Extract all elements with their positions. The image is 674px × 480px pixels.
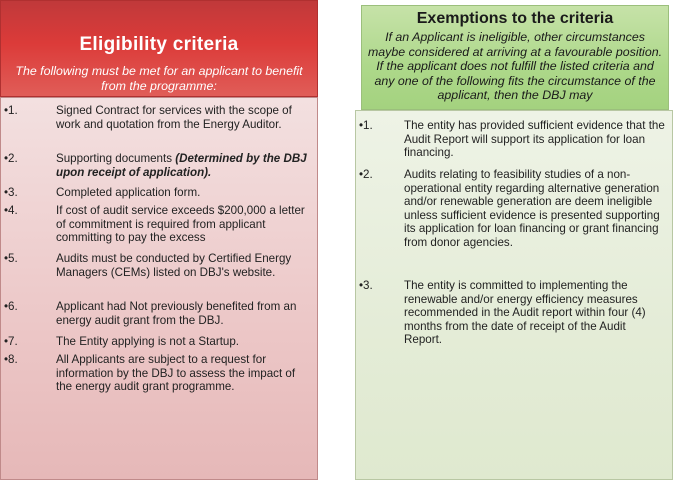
exemptions-list-panel bbox=[355, 110, 673, 480]
eligibility-title: Eligibility criteria bbox=[79, 34, 239, 55]
item-number: •7. bbox=[4, 335, 18, 348]
item-text: The entity is committed to implementing the renewable and/or energy efficiency measures recommended in the Audit report within four (4) months from the date of receipt of the Audit Report. bbox=[404, 279, 646, 347]
item-text: All Applicants are subject to a request for information by the DBJ to assess the impact of the energy audit grant programme. bbox=[56, 353, 296, 394]
item-number: •4. bbox=[4, 204, 18, 217]
item-number: •3. bbox=[359, 279, 373, 292]
item-number: •1. bbox=[4, 104, 18, 117]
item-number: •3. bbox=[4, 186, 18, 199]
item-text: The Entity applying is not a Startup. bbox=[56, 335, 240, 348]
exemptions-subtitle: If an Applicant is ineligible, other circumstances maybe considered at arriving at a favourable position. If the applicant does not fulfill the listed criteria and any one of the following fits the circumstance of the applicant, then the DBJ may bbox=[367, 30, 663, 103]
item-number: •2. bbox=[4, 152, 18, 165]
item-number: •8. bbox=[4, 353, 18, 366]
item-text: Audits must be conducted by Certified Energy Managers (CEMs) listed on DBJ's website. bbox=[56, 252, 292, 279]
item-number: •2. bbox=[359, 168, 373, 181]
item-text: Applicant had Not previously benefited from an energy audit grant from the DBJ. bbox=[56, 300, 297, 327]
item-number: •6. bbox=[4, 300, 18, 313]
item-text: Completed application form. bbox=[56, 186, 201, 199]
exemptions-header bbox=[361, 5, 669, 110]
eligibility-header bbox=[0, 0, 318, 97]
eligibility-subtitle: The following must be met for an applicant to benefit from the programme: bbox=[15, 64, 303, 93]
eligibility-list-panel bbox=[0, 97, 318, 480]
item-text: The entity has provided sufficient evidence that the Audit Report will support its application for loan financing. bbox=[404, 119, 665, 160]
item-text: If cost of audit service exceeds $200,000 a letter of commitment is required from applicant committing to pay the excess bbox=[56, 204, 305, 245]
item-number: •1. bbox=[359, 119, 373, 132]
item-text-emphasis: (Determined by the DBJ upon receipt of application). bbox=[56, 152, 307, 179]
item-number: •5. bbox=[4, 252, 18, 265]
item-text bbox=[56, 152, 311, 179]
item-text-plain: Supporting documents bbox=[56, 152, 176, 165]
exemptions-title: Exemptions to the criteria bbox=[416, 10, 614, 27]
item-text: Signed Contract for services with the scope of work and quotation from the Energy Auditor. bbox=[56, 104, 292, 131]
item-text: Audits relating to feasibility studies of a non-operational entity regarding alternative generation and/or renewable generation are deem ineligible unless sufficient evidence is presented supporting its application for loan financing or grant financing from donor agencies. bbox=[404, 168, 660, 249]
